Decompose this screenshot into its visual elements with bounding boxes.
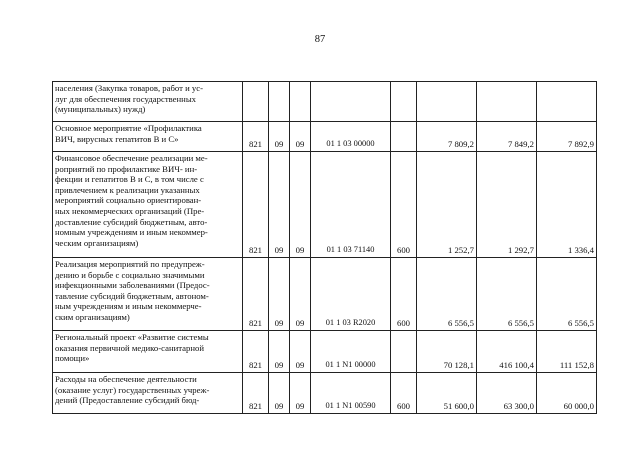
year3-cell: 7 892,9 [537,122,597,152]
row-name: Реализация мероприятий по предупреж- дению и борьбе с социально значимыми инфекционными заболеваниями (Предос- тавление субсидий бюджетным, автоном- ным учреждениям и иным некоммерче- ским организациям) [53,258,243,331]
ved-cell: 821 [243,331,269,373]
ved-cell [243,82,269,122]
pr-cell [290,82,311,122]
csr-cell: 01 1 N1 00590 [311,373,391,414]
csr-cell [311,82,391,122]
year1-cell [417,82,477,122]
vr-cell [391,82,417,122]
csr-cell: 01 1 03 00000 [311,122,391,152]
year2-cell: 6 556,5 [477,258,537,331]
row-name: Основное мероприятие «Профилактика ВИЧ, вирусных гепатитов В и С» [53,122,243,152]
table-row [53,122,597,152]
table-row [53,373,597,414]
year1-cell: 7 809,2 [417,122,477,152]
row-name: Финансовое обеспечение реализации ме- роприятий по профилактике ВИЧ- ин- фекции и гепатитов В и С, в том числе с привлечением к реализации указанных мероприятий социально ориентирован- ных некоммерческих организаций (Пре- доставление субсидий бюджетным, авто- номным учреждениям и иным некоммер- ческим организациям) [53,152,243,258]
vr-cell: 600 [391,373,417,414]
rz-cell: 09 [269,122,290,152]
year1-cell: 70 128,1 [417,331,477,373]
ved-cell: 821 [243,122,269,152]
year2-cell: 7 849,2 [477,122,537,152]
rz-cell: 09 [269,331,290,373]
pr-cell: 09 [290,122,311,152]
ved-cell: 821 [243,258,269,331]
table-row [53,331,597,373]
year3-cell: 1 336,4 [537,152,597,258]
csr-cell: 01 1 03 71140 [311,152,391,258]
pr-cell: 09 [290,331,311,373]
year3-cell: 60 000,0 [537,373,597,414]
vr-cell [391,122,417,152]
ved-cell: 821 [243,152,269,258]
pr-cell: 09 [290,258,311,331]
year1-cell: 51 600,0 [417,373,477,414]
rz-cell: 09 [269,373,290,414]
rz-cell [269,82,290,122]
year2-cell: 416 100,4 [477,331,537,373]
csr-cell: 01 1 03 R2020 [311,258,391,331]
rz-cell: 09 [269,258,290,331]
year3-cell: 111 152,8 [537,331,597,373]
pr-cell: 09 [290,152,311,258]
table-row [53,152,597,258]
row-name: населения (Закупка товаров, работ и ус- луг для обеспечения государственных (муниципальных) нужд) [53,82,243,122]
rz-cell: 09 [269,152,290,258]
vr-cell: 600 [391,258,417,331]
year2-cell: 1 292,7 [477,152,537,258]
csr-cell: 01 1 N1 00000 [311,331,391,373]
year1-cell: 6 556,5 [417,258,477,331]
year1-cell: 1 252,7 [417,152,477,258]
budget-table [52,81,597,414]
ved-cell: 821 [243,373,269,414]
year2-cell: 63 300,0 [477,373,537,414]
year3-cell [537,82,597,122]
pr-cell: 09 [290,373,311,414]
table-row [53,258,597,331]
row-name: Расходы на обеспечение деятельности (оказание услуг) государственных учреж- дений (Предоставление субсидий бюд- [53,373,243,414]
table-row [53,82,597,122]
year3-cell: 6 556,5 [537,258,597,331]
vr-cell: 600 [391,152,417,258]
page-number: 87 [314,34,326,45]
year2-cell [477,82,537,122]
row-name: Региональный проект «Развитие системы оказания первичной медико-санитарной помощи» [53,331,243,373]
vr-cell [391,331,417,373]
